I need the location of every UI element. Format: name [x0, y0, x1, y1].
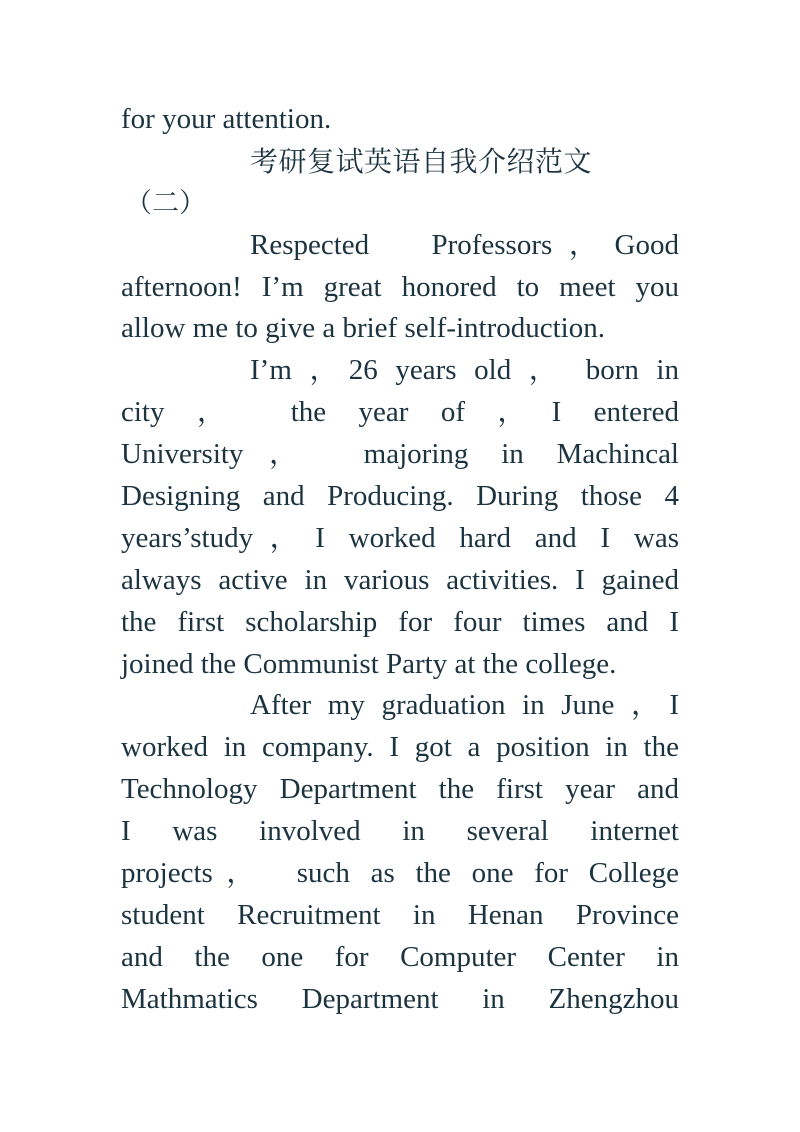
paragraph-line: student Recruitment in Henan Province — [121, 898, 679, 931]
paragraph-line: years’study，I worked hard and I was — [121, 521, 679, 554]
paragraph-line: Mathmatics Department in Zhengzhou — [121, 982, 679, 1015]
paragraph-line: joined the Communist Party at the college. — [121, 647, 617, 680]
paragraph-line: After my graduation in June ，I — [250, 689, 679, 722]
paragraph-line: I was involved in several internet — [121, 815, 679, 848]
paragraph-line: afternoon! I’m great honored to meet you — [121, 270, 679, 303]
section-number: （二） — [125, 187, 206, 219]
document-body — [121, 99, 679, 1021]
paragraph-line: allow me to give a brief self-introduction. — [121, 312, 605, 345]
paragraph-line: always active in various activities. I gained — [121, 563, 679, 596]
paragraph-line: city ， the year of ，I entered — [121, 396, 679, 429]
paragraph-line: projects， such as the one for College — [121, 857, 679, 890]
intro-tail-line: for your attention. — [121, 103, 332, 135]
paragraph-line: Technology Department the first year and — [121, 773, 679, 806]
paragraph-line: worked in company. I got a position in the — [121, 731, 679, 764]
paragraph-line: University， majoring in Machincal — [121, 438, 679, 471]
section-heading: 考研复试英语自我介绍范文 — [250, 144, 593, 178]
paragraph-line: Respected Professors，Good — [250, 228, 679, 261]
paragraph-line: the first scholarship for four times and I — [121, 605, 679, 638]
paragraph-line: I’m ，26 years old ， born in — [250, 354, 679, 387]
paragraph-line: and the one for Computer Center in — [121, 940, 679, 973]
paragraph-line: Designing and Producing. During those 4 — [121, 480, 679, 513]
